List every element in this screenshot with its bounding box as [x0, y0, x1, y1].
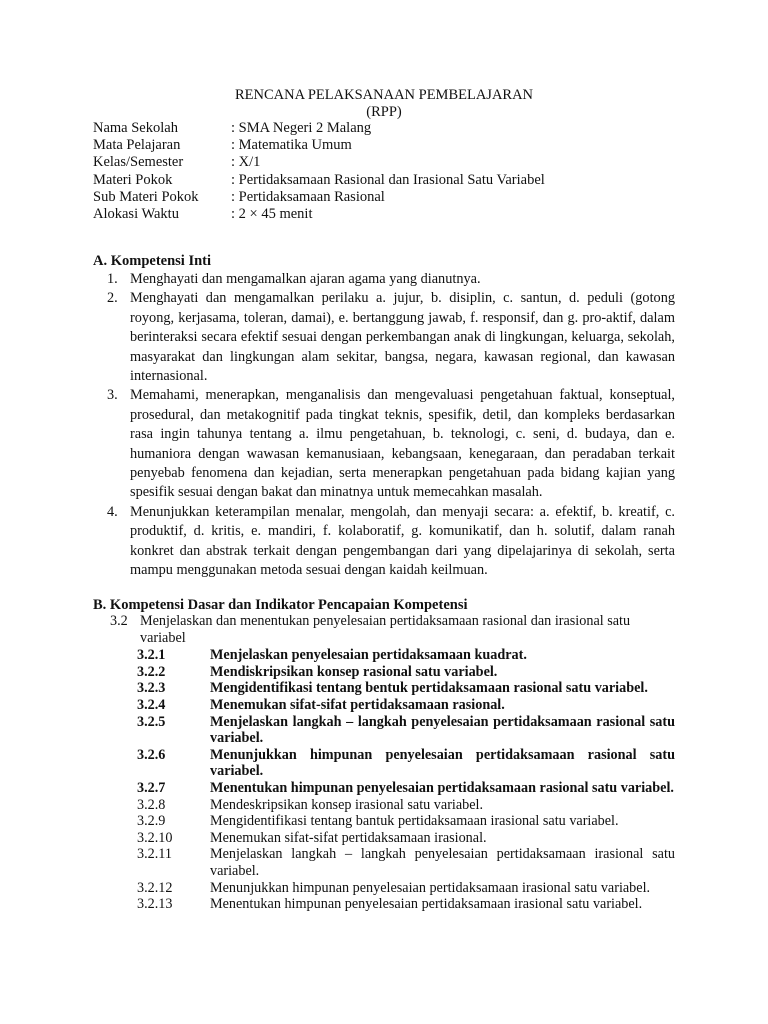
indicator-text: Mendeskripsikan konsep irasional satu variabel. [210, 796, 484, 813]
list-item-number: 3. [107, 387, 118, 404]
list-item-number: 4. [107, 503, 118, 520]
indicator-number: 3.2.13 [137, 896, 173, 913]
indicator-item [137, 680, 675, 697]
info-label: Materi Pokok [93, 171, 173, 188]
info-value: : X/1 [231, 154, 261, 171]
indicator-item [137, 714, 675, 747]
indicator-item [137, 813, 675, 830]
document-title: RENCANA PELAKSANAAN PEMBELAJARAN [234, 87, 534, 103]
indicator-text: Menentukan himpunan penyelesaian pertidaksamaan irasional satu variabel. [210, 896, 643, 913]
section-a-heading: A. Kompetensi Inti [93, 253, 212, 269]
indicator-item [137, 846, 675, 879]
kd-text: Menjelaskan dan menentukan penyelesaian pertidaksamaan rasional dan irasional satu variabel [140, 613, 631, 646]
list-item-text: Menghayati dan mengamalkan perilaku a. jujur, b. disiplin, c. santun, d. peduli (gotong royong, kerjasama, toleran, damai), e. bertanggung jawab, f. responsif, dan g. pro-aktif, dalam berinteraksi secara efektif sesuai dengan perkembangan anak di lingkungan, keluarga, sekolah, masyarakat dan lingkungan alam sekitar, bangsa, negara, kawasan regional, dan kawasan internasional. [130, 290, 675, 385]
indicator-item [137, 896, 675, 913]
indicator-text: Mengidentifikasi tentang bantuk pertidaksamaan irasional satu variabel. [210, 813, 619, 830]
info-label: Mata Pelajaran [93, 137, 181, 154]
indicator-number: 3.2.3 [137, 680, 166, 697]
list-item [93, 503, 675, 581]
basic-competence-block [110, 613, 675, 913]
info-table [93, 120, 545, 223]
list-item-number: 2. [107, 290, 118, 307]
indicator-number: 3.2.9 [137, 813, 166, 830]
indicator-number: 3.2.1 [137, 647, 166, 664]
indicator-number: 3.2.7 [137, 779, 166, 796]
indicator-text: Mendiskripsikan konsep rasional satu variabel. [210, 663, 498, 680]
list-item [93, 289, 675, 386]
info-row-topic [93, 172, 545, 189]
indicator-text: Menjelaskan langkah – langkah penyelesaian pertidaksamaan rasional satu variabel. [210, 713, 675, 747]
info-row-subtopic [93, 189, 545, 206]
info-row-time [93, 206, 545, 223]
indicator-text: Menentukan himpunan penyelesaian pertidaksamaan rasional satu variabel. [210, 779, 674, 796]
info-label: Sub Materi Pokok [93, 188, 199, 205]
indicator-number: 3.2.10 [137, 829, 173, 846]
core-competence-list [93, 270, 675, 581]
indicator-item [137, 797, 675, 814]
indicator-list [110, 647, 675, 913]
list-item-text: Menghayati dan mengamalkan ajaran agama yang dianutnya. [130, 271, 481, 287]
kd-number: 3.2 [110, 613, 128, 629]
indicator-text: Menemukan sifat-sifat pertidaksamaan irasional. [210, 829, 487, 846]
indicator-number: 3.2.4 [137, 696, 166, 713]
list-item [93, 386, 675, 502]
indicator-text: Menemukan sifat-sifat pertidaksamaan rasional. [210, 696, 505, 713]
section-b-heading: B. Kompetensi Dasar dan Indikator Pencapaian Kompetensi [93, 597, 468, 613]
indicator-number: 3.2.5 [137, 713, 166, 730]
info-value: : SMA Negeri 2 Malang [231, 120, 372, 136]
indicator-text: Menunjukkan himpunan penyelesaian pertidaksamaan rasional satu variabel. [210, 746, 675, 780]
indicator-number: 3.2.8 [137, 796, 166, 813]
indicator-number: 3.2.2 [137, 663, 166, 680]
list-item [93, 270, 675, 289]
indicator-item [137, 647, 675, 664]
info-row-subject [93, 137, 545, 154]
info-value: : Pertidaksamaan Rasional [231, 188, 385, 205]
indicator-item [137, 697, 675, 714]
list-item-number: 1. [107, 271, 118, 287]
indicator-number: 3.2.6 [137, 746, 166, 763]
indicator-item [137, 830, 675, 847]
indicator-text: Menjelaskan langkah – langkah penyelesaian pertidaksamaan irasional satu variabel. [210, 846, 675, 879]
basic-competence-item [110, 613, 675, 646]
indicator-item [137, 747, 675, 780]
info-row-class [93, 154, 545, 171]
info-label: Nama Sekolah [93, 120, 178, 136]
info-value: : Matematika Umum [231, 137, 352, 154]
document-subtitle: (RPP) [366, 104, 402, 120]
indicator-item [137, 780, 675, 797]
indicator-item [137, 880, 675, 897]
info-label: Alokasi Waktu [93, 205, 179, 222]
info-value: : Pertidaksamaan Rasional dan Irasional Satu Variabel [231, 171, 545, 188]
info-row-school [93, 120, 545, 137]
indicator-number: 3.2.11 [137, 846, 172, 863]
indicator-number: 3.2.12 [137, 879, 173, 896]
indicator-text: Menjelaskan penyelesaian pertidaksamaan kuadrat. [210, 647, 527, 664]
indicator-item [137, 664, 675, 681]
indicator-text: Menunjukkan himpunan penyelesaian pertidaksamaan irasional satu variabel. [210, 879, 651, 896]
info-value: : 2 × 45 menit [231, 205, 313, 222]
list-item-text: Menunjukkan keterampilan menalar, mengolah, dan menyaji secara: a. efektif, b. kreatif, c. produktif, d. kritis, e. mandiri, f. kolaboratif, g. komunikatif, dan h. solutif, dalam ranah konkret dan abstrak terkait dengan pengembangan dari yang dipelajarinya di sekolah, serta mampu menggunakan metoda sesuai dengan kaidah keilmuan. [130, 503, 675, 579]
indicator-text: Mengidentifikasi tentang bentuk pertidaksamaan rasional satu variabel. [210, 680, 648, 697]
info-label: Kelas/Semester [93, 154, 184, 171]
list-item-text: Memahami, menerapkan, menganalisis dan mengevaluasi pengetahuan faktual, konseptual, prosedural, dan metakognitif pada tingkat teknis, spesifik, detil, dan kompleks berdasarkan rasa ingin tahunya tentang a. ilmu pengetahuan, b. teknologi, c. seni, d. budaya, dan e. humaniora dengan wawasan kemanusiaan, kebangsaan, kenegaraan, dan peradaban terkait penyebab fenomena dan kejadian, serta menerapkan pengetahuan pada bidang kajian yang spesifik sesuai dengan bakat dan minatnya untuk memecahkan masalah. [130, 387, 675, 501]
